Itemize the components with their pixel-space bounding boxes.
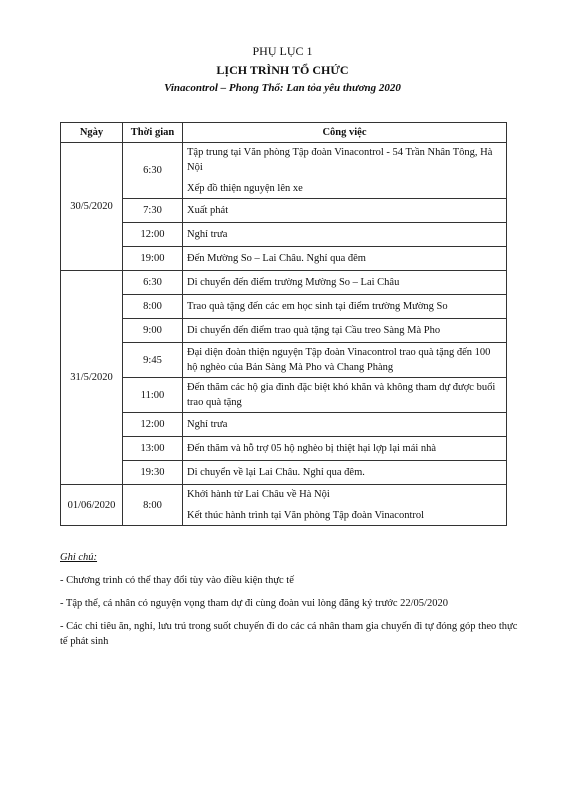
task-text: Xếp đồ thiện nguyện lên xe <box>187 183 303 194</box>
time-cell: 6:30 <box>123 143 183 199</box>
appendix-label: PHỤ LỤC 1 <box>252 44 313 58</box>
column-header-day: Ngày <box>61 123 123 143</box>
time-cell: 13:00 <box>123 437 183 461</box>
time-cell: 8:00 <box>123 295 183 319</box>
day-cell: 30/5/2020 <box>61 143 123 271</box>
task-text: Nghỉ trưa <box>187 229 228 240</box>
task-cell <box>183 413 507 437</box>
task-text: Di chuyển đến điểm trường Mường So – Lai Châu <box>187 277 400 288</box>
task-cell <box>183 295 507 319</box>
notes-section <box>60 550 520 657</box>
table-row <box>61 247 507 271</box>
task-text: Đại diện đoàn thiện nguyện Tập đoàn Vinacontrol trao quà tặng đến 100 hộ nghèo của Bản Sàng Mà Pho và Chang Phàng <box>187 347 491 373</box>
task-text: Xuất phát <box>187 205 229 216</box>
time-cell: 6:30 <box>123 271 183 295</box>
day-cell: 01/06/2020 <box>61 485 123 526</box>
task-text: Kết thúc hành trình tại Văn phòng Tập đoàn Vinacontrol <box>187 510 425 521</box>
table-row <box>61 485 507 526</box>
time-cell: 11:00 <box>123 378 183 413</box>
time-cell: 19:00 <box>123 247 183 271</box>
task-text: Đến thăm và hỗ trợ 05 hộ nghèo bị thiệt hại lợp lại mái nhà <box>187 443 437 454</box>
task-cell <box>183 319 507 343</box>
task-cell <box>183 199 507 223</box>
task-cell <box>183 223 507 247</box>
column-header-task: Công việc <box>183 123 507 143</box>
task-cell <box>183 247 507 271</box>
note-item: - Chương trình có thể thay đổi tùy vào điều kiện thực tế <box>60 575 294 586</box>
note-item: - Các chi tiêu ăn, nghỉ, lưu trú trong suốt chuyến đi do các cá nhân tham gia chuyến đi tự đóng góp theo thực tế phát sinh <box>60 621 518 647</box>
notes-title: Ghi chú: <box>60 552 98 563</box>
table-row <box>61 437 507 461</box>
table-row <box>61 223 507 247</box>
table-row <box>61 295 507 319</box>
time-cell: 8:00 <box>123 485 183 526</box>
task-text: Đến Mường So – Lai Châu. Nghỉ qua đêm <box>187 253 366 264</box>
schedule-table <box>60 122 507 526</box>
table-row <box>61 413 507 437</box>
table-row <box>61 143 507 199</box>
column-header-time: Thời gian <box>123 123 183 143</box>
task-text: Tập trung tại Văn phòng Tập đoàn Vinacontrol - 54 Trần Nhân Tông, Hà Nội <box>187 147 493 173</box>
task-text: Nghỉ trưa <box>187 419 228 430</box>
task-text: Di chuyển về lại Lai Châu. Nghỉ qua đêm. <box>187 467 365 478</box>
task-cell <box>183 378 507 413</box>
task-cell <box>183 143 507 199</box>
task-text: Khởi hành từ Lai Châu về Hà Nội <box>187 489 330 500</box>
note-item: - Tập thể, cá nhân có nguyện vọng tham dự đi cùng đoàn vui lòng đăng ký trước 22/05/2020 <box>60 598 448 609</box>
table-row <box>61 378 507 413</box>
task-cell <box>183 461 507 485</box>
table-row <box>61 343 507 378</box>
page-subtitle: Vinacontrol – Phong Thổ: Lan tỏa yêu thương 2020 <box>164 82 401 94</box>
task-text: Đến thăm các hộ gia đình đặc biệt khó khăn và không tham dự được buổi trao quà tặng <box>187 382 496 408</box>
table-header-row <box>61 123 507 143</box>
table-row <box>61 199 507 223</box>
task-cell <box>183 437 507 461</box>
time-cell: 9:45 <box>123 343 183 378</box>
time-cell: 9:00 <box>123 319 183 343</box>
task-cell <box>183 485 507 526</box>
day-cell: 31/5/2020 <box>61 271 123 485</box>
task-text: Di chuyển đến điểm trao quà tặng tại Cầu treo Sàng Mà Pho <box>187 325 441 336</box>
table-row <box>61 461 507 485</box>
schedule-body <box>61 143 507 526</box>
page-title: LỊCH TRÌNH TỔ CHỨC <box>216 63 349 77</box>
task-cell <box>183 343 507 378</box>
task-text: Trao quà tặng đến các em học sinh tại điểm trường Mường So <box>187 301 448 312</box>
task-cell <box>183 271 507 295</box>
table-row <box>61 271 507 295</box>
time-cell: 12:00 <box>123 413 183 437</box>
time-cell: 7:30 <box>123 199 183 223</box>
table-row <box>61 319 507 343</box>
time-cell: 19:30 <box>123 461 183 485</box>
time-cell: 12:00 <box>123 223 183 247</box>
